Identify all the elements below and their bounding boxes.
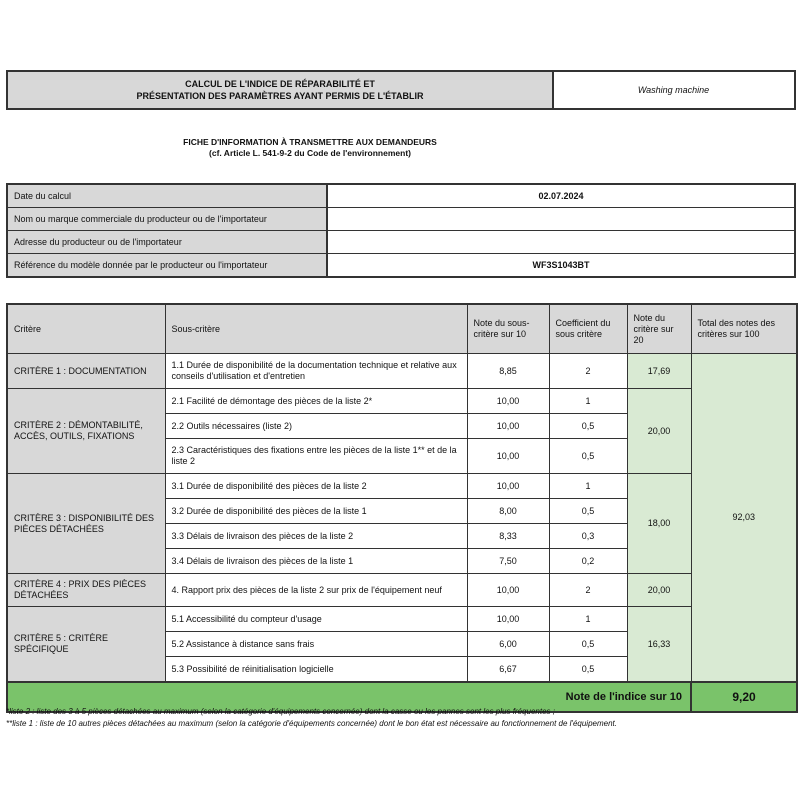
info-row: [7, 184, 795, 208]
subcriterion-coef: 1: [549, 607, 627, 632]
subcriterion-coef: 0,5: [549, 499, 627, 524]
info-value: WF3S1043BT: [327, 254, 795, 278]
subcriterion-note: 8,85: [467, 354, 549, 389]
total-score: 92,03: [691, 354, 797, 683]
info-label: Adresse du producteur ou de l'importateur: [7, 231, 327, 254]
subcriterion-note: 6,67: [467, 657, 549, 683]
subcriterion-note: 10,00: [467, 389, 549, 414]
table-row: [7, 354, 797, 389]
table-row: [7, 389, 797, 414]
info-label: Référence du modèle donnée par le producteur ou l'importateur: [7, 254, 327, 278]
table-row: [7, 474, 797, 499]
header-coefficient: Coefficient du sous critère: [549, 304, 627, 354]
header-total: Total des notes des critères sur 100: [691, 304, 797, 354]
subcriterion-coef: 0,2: [549, 549, 627, 574]
footnote-liste-1: **liste 1 : liste de 10 autres pièces détachées au maximum (selon la catégorie d'équipements concernée) dont le bon état est nécessaire au fonctionnement de l'équipement.: [6, 719, 617, 728]
index-value: 9,20: [691, 682, 797, 712]
subcriterion-label: 4. Rapport prix des pièces de la liste 2 sur prix de l'équipement neuf: [165, 574, 467, 607]
table-row: [7, 574, 797, 607]
subcriterion-label: 2.3 Caractéristiques des fixations entre les pièces de la liste 1** et de la liste 2: [165, 439, 467, 474]
subcriterion-label: 2.2 Outils nécessaires (liste 2): [165, 414, 467, 439]
header-sous-critere: Sous-critère: [165, 304, 467, 354]
table-row: [7, 607, 797, 632]
subcriterion-coef: 0,5: [549, 632, 627, 657]
subcriterion-label: 5.2 Assistance à distance sans frais: [165, 632, 467, 657]
subcriterion-coef: 0,5: [549, 439, 627, 474]
criterion-note: 20,00: [627, 389, 691, 474]
criterion-note: 18,00: [627, 474, 691, 574]
subcriterion-note: 6,00: [467, 632, 549, 657]
header-row: [7, 304, 797, 354]
header-note-critere: Note du critère sur 20: [627, 304, 691, 354]
subcriterion-note: 8,33: [467, 524, 549, 549]
info-value: [327, 208, 795, 231]
subcriterion-label: 3.3 Délais de livraison des pièces de la liste 2: [165, 524, 467, 549]
criterion-note: 20,00: [627, 574, 691, 607]
product-type: Washing machine: [552, 70, 796, 110]
subcriterion-note: 10,00: [467, 439, 549, 474]
fiche-line-2: (cf. Article L. 541-9-2 du Code de l'environnement): [209, 148, 411, 158]
info-value: 02.07.2024: [327, 184, 795, 208]
info-label: Date du calcul: [7, 184, 327, 208]
subcriterion-coef: 1: [549, 389, 627, 414]
subcriterion-label: 3.4 Délais de livraison des pièces de la liste 1: [165, 549, 467, 574]
criterion-label: CRITÈRE 3 : DISPONIBILITÉ DES PIÈCES DÉTACHÉES: [7, 474, 165, 574]
info-row: [7, 208, 795, 231]
footnote-liste-2: *liste 2 : liste des 3 à 5 pièces détachées au maximum (selon la catégorie d'équipements concernée) dont la casse ou les pannes sont les plus fréquentes ;: [6, 707, 555, 716]
fiche-line-1: FICHE D'INFORMATION À TRANSMETTRE AUX DEMANDEURS: [183, 137, 437, 147]
subcriterion-label: 1.1 Durée de disponibilité de la documentation technique et relative aux conseils d'utilisation et d'entretien: [165, 354, 467, 389]
subcriterion-label: 2.1 Facilité de démontage des pièces de la liste 2*: [165, 389, 467, 414]
info-value: [327, 231, 795, 254]
subcriterion-note: 10,00: [467, 414, 549, 439]
title-line-1: CALCUL DE L'INDICE DE RÉPARABILITÉ ET: [185, 79, 375, 89]
info-row: [7, 231, 795, 254]
criterion-label: CRITÈRE 4 : PRIX DES PIÈCES DÉTACHÉES: [7, 574, 165, 607]
index-label: Note de l'indice sur 10: [7, 682, 691, 712]
info-table: [6, 183, 796, 278]
subcriterion-coef: 1: [549, 474, 627, 499]
header-note-sous-critere: Note du sous-critère sur 10: [467, 304, 549, 354]
subcriterion-coef: 0,3: [549, 524, 627, 549]
subcriterion-label: 3.1 Durée de disponibilité des pièces de la liste 2: [165, 474, 467, 499]
subcriterion-coef: 0,5: [549, 414, 627, 439]
subcriterion-label: 5.1 Accessibilité du compteur d'usage: [165, 607, 467, 632]
subcriterion-label: 3.2 Durée de disponibilité des pièces de la liste 1: [165, 499, 467, 524]
info-row: [7, 254, 795, 278]
info-label: Nom ou marque commerciale du producteur ou de l'importateur: [7, 208, 327, 231]
criterion-label: CRITÈRE 1 : DOCUMENTATION: [7, 354, 165, 389]
subcriterion-label: 5.3 Possibilité de réinitialisation logicielle: [165, 657, 467, 683]
subcriterion-coef: 0,5: [549, 657, 627, 683]
criterion-label: CRITÈRE 5 : CRITÈRE SPÉCIFIQUE: [7, 607, 165, 683]
title-line-2: PRÉSENTATION DES PARAMÈTRES AYANT PERMIS DE L'ÉTABLIR: [136, 91, 424, 101]
subcriterion-coef: 2: [549, 574, 627, 607]
fiche-heading: [130, 137, 490, 159]
subcriterion-note: 10,00: [467, 474, 549, 499]
criterion-note: 17,69: [627, 354, 691, 389]
header-critere: Critère: [7, 304, 165, 354]
document-title: [6, 70, 554, 110]
subcriterion-note: 7,50: [467, 549, 549, 574]
subcriterion-note: 10,00: [467, 574, 549, 607]
score-table: [6, 303, 798, 713]
criterion-label: CRITÈRE 2 : DÉMONTABILITÉ, ACCÈS, OUTILS, FIXATIONS: [7, 389, 165, 474]
criterion-note: 16,33: [627, 607, 691, 683]
footnotes: [6, 706, 796, 730]
subcriterion-coef: 2: [549, 354, 627, 389]
subcriterion-note: 8,00: [467, 499, 549, 524]
subcriterion-note: 10,00: [467, 607, 549, 632]
